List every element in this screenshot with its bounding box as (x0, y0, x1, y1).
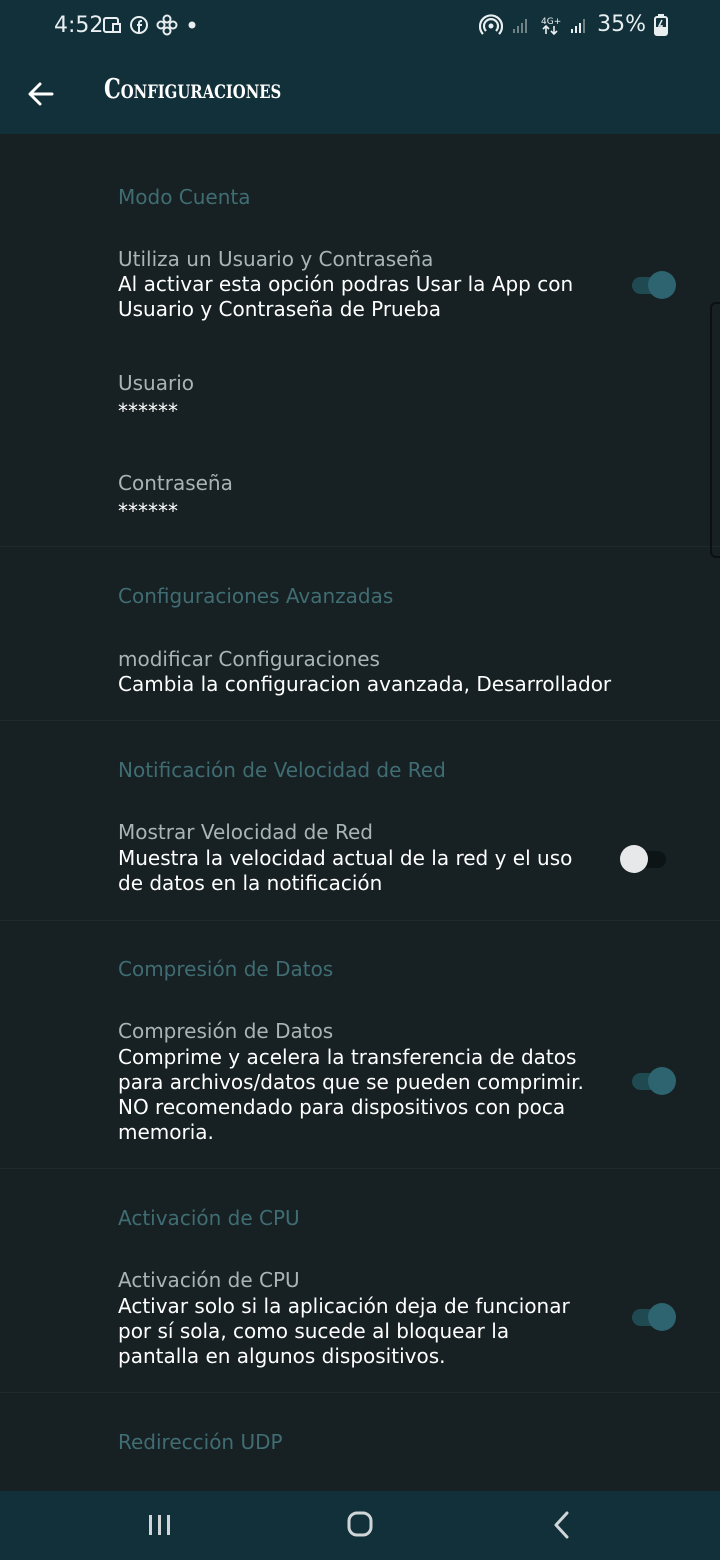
back-button[interactable] (22, 74, 62, 114)
category-velocidad-red: Notificación de Velocidad de Red (118, 758, 446, 782)
pref-title: Mostrar Velocidad de Red (118, 820, 373, 844)
signal-weak-icon (511, 15, 531, 35)
divider (0, 720, 720, 721)
pref-summary: Activar solo si la aplicación deja de funcionar por sí sola, como sucede al bloquear la pantalla en algunos dispositivos. (118, 1294, 570, 1368)
app-flower-icon (156, 14, 178, 36)
toggle-compresion-datos[interactable] (628, 1065, 678, 1095)
divider (0, 1392, 720, 1393)
toggle-mostrar-velocidad[interactable] (620, 843, 670, 873)
pref-title: Compresión de Datos (118, 1019, 334, 1043)
scrollbar[interactable] (710, 302, 720, 558)
divider (0, 546, 720, 547)
recents-icon (140, 1507, 180, 1543)
arrow-left-icon (22, 74, 62, 114)
dot-icon (185, 18, 199, 32)
toggle-activacion-cpu[interactable] (628, 1301, 678, 1331)
battery-charging-icon (654, 14, 668, 36)
pref-modificar-config[interactable] (0, 632, 720, 712)
pref-title: Activación de CPU (118, 1268, 300, 1292)
category-modo-cuenta: Modo Cuenta (118, 185, 251, 209)
pref-activacion-cpu[interactable] (0, 1251, 720, 1376)
message-icon (102, 15, 122, 35)
pref-summary: Al activar esta opción podras Usar la App con Usuario y Contraseña de Prueba (118, 272, 574, 321)
pref-summary: Muestra la velocidad actual de la red y el uso de datos en la notificación (118, 846, 573, 895)
pref-title: modificar Configuraciones (118, 647, 380, 671)
navigation-bar (0, 1491, 720, 1560)
category-redireccion-udp: Redirección UDP (118, 1430, 283, 1454)
network-4g-icon (539, 14, 561, 36)
status-time: 4:52 (54, 13, 104, 38)
status-bar (0, 0, 720, 54)
pref-summary: ****** (118, 499, 178, 523)
pref-summary: Comprime y acelera la transferencia de datos para archivos/datos que se pueden comprimir. NO recomendado para dispositivos con poca memoria. (118, 1045, 584, 1144)
app-header (0, 0, 720, 134)
category-config-avanzadas: Configuraciones Avanzadas (118, 584, 394, 608)
notification-icons (102, 14, 199, 36)
home-button[interactable] (340, 1507, 380, 1543)
system-icons (479, 12, 668, 37)
pref-title: Utiliza un Usuario y Contraseña (118, 247, 434, 271)
home-icon (340, 1507, 380, 1543)
battery-percent: 35% (597, 12, 646, 37)
pref-usuario[interactable] (0, 356, 720, 436)
pref-contrasena[interactable] (0, 456, 720, 536)
signal-icon (569, 15, 589, 35)
facebook-icon (129, 15, 149, 35)
toggle-usuario-contrasena[interactable] (628, 269, 678, 299)
divider (0, 1168, 720, 1169)
divider (0, 920, 720, 921)
settings-list (0, 134, 720, 1491)
category-compresion: Compresión de Datos (118, 957, 334, 981)
pref-summary: Cambia la configuracion avanzada, Desarrollador (118, 672, 612, 696)
nav-back-button[interactable] (542, 1507, 582, 1543)
recents-button[interactable] (140, 1507, 180, 1543)
pref-usuario-contrasena[interactable] (0, 230, 720, 340)
pref-mostrar-velocidad[interactable] (0, 804, 720, 914)
hotspot-icon (479, 13, 503, 37)
pref-title: Contraseña (118, 471, 233, 495)
pref-summary: ****** (118, 399, 178, 423)
pref-compresion-datos[interactable] (0, 1002, 720, 1152)
pref-title: Usuario (118, 371, 195, 395)
category-cpu: Activación de CPU (118, 1206, 300, 1230)
page-title: Configuraciones (104, 74, 282, 105)
network-type-text: 4G+ (541, 16, 562, 27)
chevron-left-icon (542, 1507, 582, 1543)
